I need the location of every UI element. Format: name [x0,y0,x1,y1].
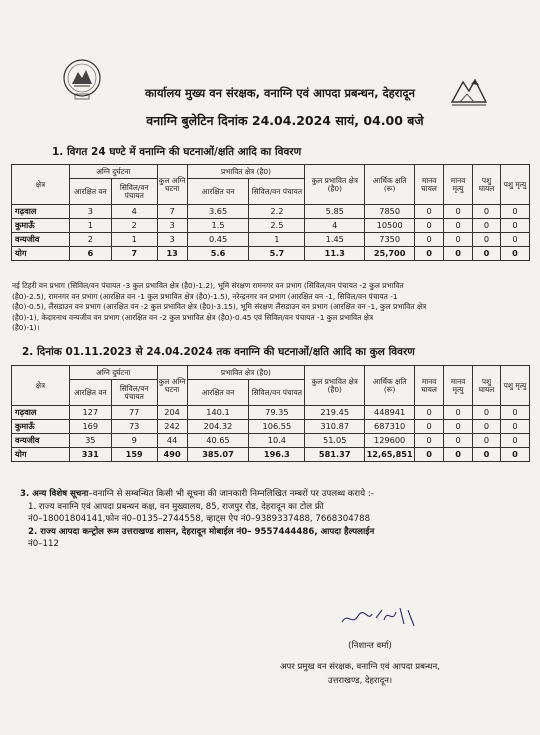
note-line: (है0)-1)। [12,323,40,332]
cell-hd: 0 [444,205,473,219]
cell-ai: 0 [473,434,501,448]
cell-civ: 73 [111,420,157,434]
cell-ad: 0 [500,406,529,420]
col-human-death: मानव मृत्यु [444,366,473,406]
row-area-label: वन्यजीव [12,434,70,448]
col-civil-panchayat: सिविल/वन पंचायत [111,179,157,205]
cell-tot: 3 [157,219,187,233]
col-animal-death: पशु मृत्यु [500,165,529,205]
table-row [12,219,530,233]
col-total-incidents: कुल अग्नि घटना [157,366,187,406]
section1-title: 1. विगत 24 घण्टे में वनाग्नि की घटनाओं/क्षति आदि का विवरण [52,146,302,158]
office-heading: कार्यालय मुख्य वन संरक्षक, वनाग्नि एवं आपदा प्रबन्धन, देहरादून [145,86,415,100]
table-row [12,434,530,448]
cell-ares: 5.6 [187,247,249,261]
cell-ad: 0 [500,448,529,462]
cell-ares: 140.1 [187,406,249,420]
cell-res: 3 [69,205,111,219]
cell-loss: 448941 [365,406,415,420]
cell-res: 169 [69,420,111,434]
col-total-affected: कुल प्रभावित क्षेत्र (है0) [305,366,365,406]
cell-hd: 0 [444,233,473,247]
col-affected-area: प्रभावित क्षेत्र (है0) [187,165,305,179]
cell-tot: 44 [157,434,187,448]
cell-ad: 0 [500,233,529,247]
cell-tot: 242 [157,420,187,434]
cell-ares: 3.65 [187,205,249,219]
cell-aciv: 1 [249,233,305,247]
cell-aciv: 2.2 [249,205,305,219]
note-line: (है0)-1), केदारनाथ वन्यजीव वन प्रभाग (आरक्षित वन -2 कुल प्रभावित क्षेत्र (है0)-0.45 एवं सिविल/वन पंचायत -1 कुल प्रभावित क्षेत्र [12,312,374,322]
note-line: (है0)-2.5), रामनगर वन प्रभाग (आरक्षित वन -1 कुल प्रभावित क्षेत्र (है0)-1.5), नरेन्द्रनगर वन प्रभाग (आरक्षित वन -1, सिविल/वन पंचायत -1 [12,291,398,301]
cell-ai: 0 [473,420,501,434]
cell-tot: 490 [157,448,187,462]
cell-civ: 159 [111,448,157,462]
cell-civ: 1 [111,233,157,247]
col-affected-area: प्रभावित क्षेत्र (है0) [187,366,305,380]
section2-title: 2. दिनांक 01.11.2023 से 24.04.2024 तक वनाग्नि की घटनाओं/क्षति आदि का कुल विवरण [22,346,415,358]
col-reserved-forest: आरक्षित वन [69,380,111,406]
cell-ai: 0 [473,448,501,462]
cell-tot: 7 [157,205,187,219]
cell-atot: 4 [305,219,365,233]
signatory-designation [245,660,475,688]
section3-heading: 3. अन्य विशेष सूचना [20,489,89,499]
col-human-injured: मानव घायल [415,165,444,205]
cell-res: 1 [69,219,111,233]
section1-notes [12,281,532,334]
col-affected-civil: सिविल/वन पंचायत [249,380,305,406]
cell-ad: 0 [500,219,529,233]
bulletin-title: वनाग्नि बुलेटिन दिनांक 24.04.2024 सायं, 04.00 बजे [146,113,424,128]
cell-hi: 0 [415,448,444,462]
uttarakhand-forest-emblem-icon [62,58,102,102]
cell-aciv: 79.35 [249,406,305,420]
cell-hi: 0 [415,205,444,219]
col-total-incidents: कुल अग्नि घटना [157,165,187,205]
cell-hd: 0 [444,420,473,434]
col-economic-loss: आर्थिक क्षति (रू) [365,165,415,205]
mountain-logo-icon [448,72,490,110]
cell-hd: 0 [444,448,473,462]
row-area-label: योग [12,448,70,462]
cell-ares: 40.65 [187,434,249,448]
col-animal-injured: पशु घायल [473,366,501,406]
cell-ad: 0 [500,205,529,219]
cell-ai: 0 [473,219,501,233]
cell-res: 35 [69,434,111,448]
designation-line-1: अपर प्रमुख वन संरक्षक, वनाग्नि एवं आपदा प्रबन्धन, [280,662,440,672]
table-row [12,233,530,247]
cell-loss: 129600 [365,434,415,448]
col-area: क्षेत्र [12,165,70,205]
row-area-label: गढ़वाल [12,406,70,420]
cell-ai: 0 [473,205,501,219]
cell-hi: 0 [415,247,444,261]
cell-aciv: 2.5 [249,219,305,233]
col-animal-death: पशु मृत्यु [500,366,529,406]
cell-ad: 0 [500,434,529,448]
col-human-injured: मानव घायल [415,366,444,406]
section3-intro: –वनाग्नि से सम्बन्धित किसी भी सूचना की जानकारी निम्नलिखित नम्बरों पर उपलब्ध कराये :- [88,489,374,499]
cell-atot: 310.87 [305,420,365,434]
cell-hd: 0 [444,406,473,420]
cell-civ: 7 [111,247,157,261]
cell-aciv: 5.7 [249,247,305,261]
cell-hd: 0 [444,219,473,233]
cell-hi: 0 [415,219,444,233]
cell-loss: 25,700 [365,247,415,261]
cell-loss: 12,65,851 [365,448,415,462]
contact-item-2: 2. राज्य आपदा कन्ट्रोल रूम उत्तराखण्ड शासन, देहरादून मोबाईल नं0– 9557444486, आपदा हैल्पलाईन [28,526,375,537]
col-fire-incidents: अग्नि दुर्घटना [69,165,157,179]
cell-ares: 1.5 [187,219,249,233]
section2-table [11,365,530,462]
table-row [12,448,530,462]
cell-ai: 0 [473,247,501,261]
col-affected-civil: सिविल/वन पंचायत [249,179,305,205]
cell-aciv: 196.3 [249,448,305,462]
cell-tot: 204 [157,406,187,420]
cell-civ: 4 [111,205,157,219]
cell-atot: 11.3 [305,247,365,261]
cell-ares: 385.07 [187,448,249,462]
cell-aciv: 10.4 [249,434,305,448]
col-economic-loss: आर्थिक क्षति (रू) [365,366,415,406]
cell-civ: 2 [111,219,157,233]
col-area: क्षेत्र [12,366,70,406]
row-area-label: कुमाऊँ [12,420,70,434]
col-reserved-forest: आरक्षित वन [69,179,111,205]
cell-ai: 0 [473,406,501,420]
cell-atot: 1.45 [305,233,365,247]
cell-hd: 0 [444,434,473,448]
col-animal-injured: पशु घायल [473,165,501,205]
col-affected-reserved: आरक्षित वन [187,380,249,406]
table-row [12,406,530,420]
signature-mark-icon [338,598,418,638]
cell-hi: 0 [415,233,444,247]
cell-atot: 219.45 [305,406,365,420]
col-civil-panchayat: सिविल/वन पंचायत [111,380,157,406]
cell-res: 6 [69,247,111,261]
section1-table [11,164,530,261]
cell-tot: 13 [157,247,187,261]
cell-res: 127 [69,406,111,420]
cell-hi: 0 [415,406,444,420]
row-area-label: वन्यजीव [12,233,70,247]
col-human-death: मानव मृत्यु [444,165,473,205]
cell-atot: 5.85 [305,205,365,219]
cell-loss: 10500 [365,219,415,233]
signatory-name: (निशान्त वर्मा) [348,641,392,651]
row-area-label: गढ़वाल [12,205,70,219]
note-line: नई टिहरी वन प्रभाग (सिविल/वन पंचायत -3 कुल प्रभावित क्षेत्र (है0)-1.2), भूमि संरक्षण रामनगर वन प्रभाग (सिविल/वन पंचायत -2 कुल प्रभावित [12,281,404,290]
col-fire-incidents: अग्नि दुर्घटना [69,366,157,380]
col-affected-reserved: आरक्षित वन [187,179,249,205]
cell-aciv: 106.55 [249,420,305,434]
cell-res: 2 [69,233,111,247]
cell-civ: 9 [111,434,157,448]
section3-other-info [20,488,520,551]
designation-line-2: उत्तराखण्ड, देहरादून। [327,676,393,686]
cell-hd: 0 [444,247,473,261]
table-row [12,205,530,219]
cell-ad: 0 [500,420,529,434]
cell-civ: 77 [111,406,157,420]
cell-tot: 3 [157,233,187,247]
row-area-label: कुमाऊँ [12,219,70,233]
cell-hi: 0 [415,434,444,448]
cell-res: 331 [69,448,111,462]
cell-atot: 581.37 [305,448,365,462]
cell-loss: 7350 [365,233,415,247]
cell-loss: 7850 [365,205,415,219]
row-area-label: योग [12,247,70,261]
cell-atot: 51.05 [305,434,365,448]
contact-item-2-numbers: नं0–112 [28,539,59,549]
cell-hi: 0 [415,420,444,434]
contact-item-1-numbers: नं0–18001804141,फोन नं0–0135–2744558, व्हाट्स ऐप नं0–9389337488, 7668304788 [28,514,371,524]
cell-ai: 0 [473,233,501,247]
table-row [12,247,530,261]
contact-item-1: 1. राज्य वनाग्नि एवं आपदा प्रबन्धन कक्ष, वन मुख्यालय, 85, राजपुर रोड, देहरादून का टोल फ्री [28,501,324,512]
cell-loss: 687310 [365,420,415,434]
table-row [12,420,530,434]
cell-ares: 204.32 [187,420,249,434]
col-total-affected: कुल प्रभावित क्षेत्र (है0) [305,165,365,205]
cell-ares: 0.45 [187,233,249,247]
note-line: (है0)-0.5), लैंसडाउन वन प्रभाग (आरक्षित वन -2 कुल प्रभावित क्षेत्र (है0)-3.15), भूमि संरक्षण लैंसडाउन वन प्रभाग (आरक्षित वन -1, कुल प्रभावित क्षेत्र [12,302,427,311]
cell-ad: 0 [500,247,529,261]
